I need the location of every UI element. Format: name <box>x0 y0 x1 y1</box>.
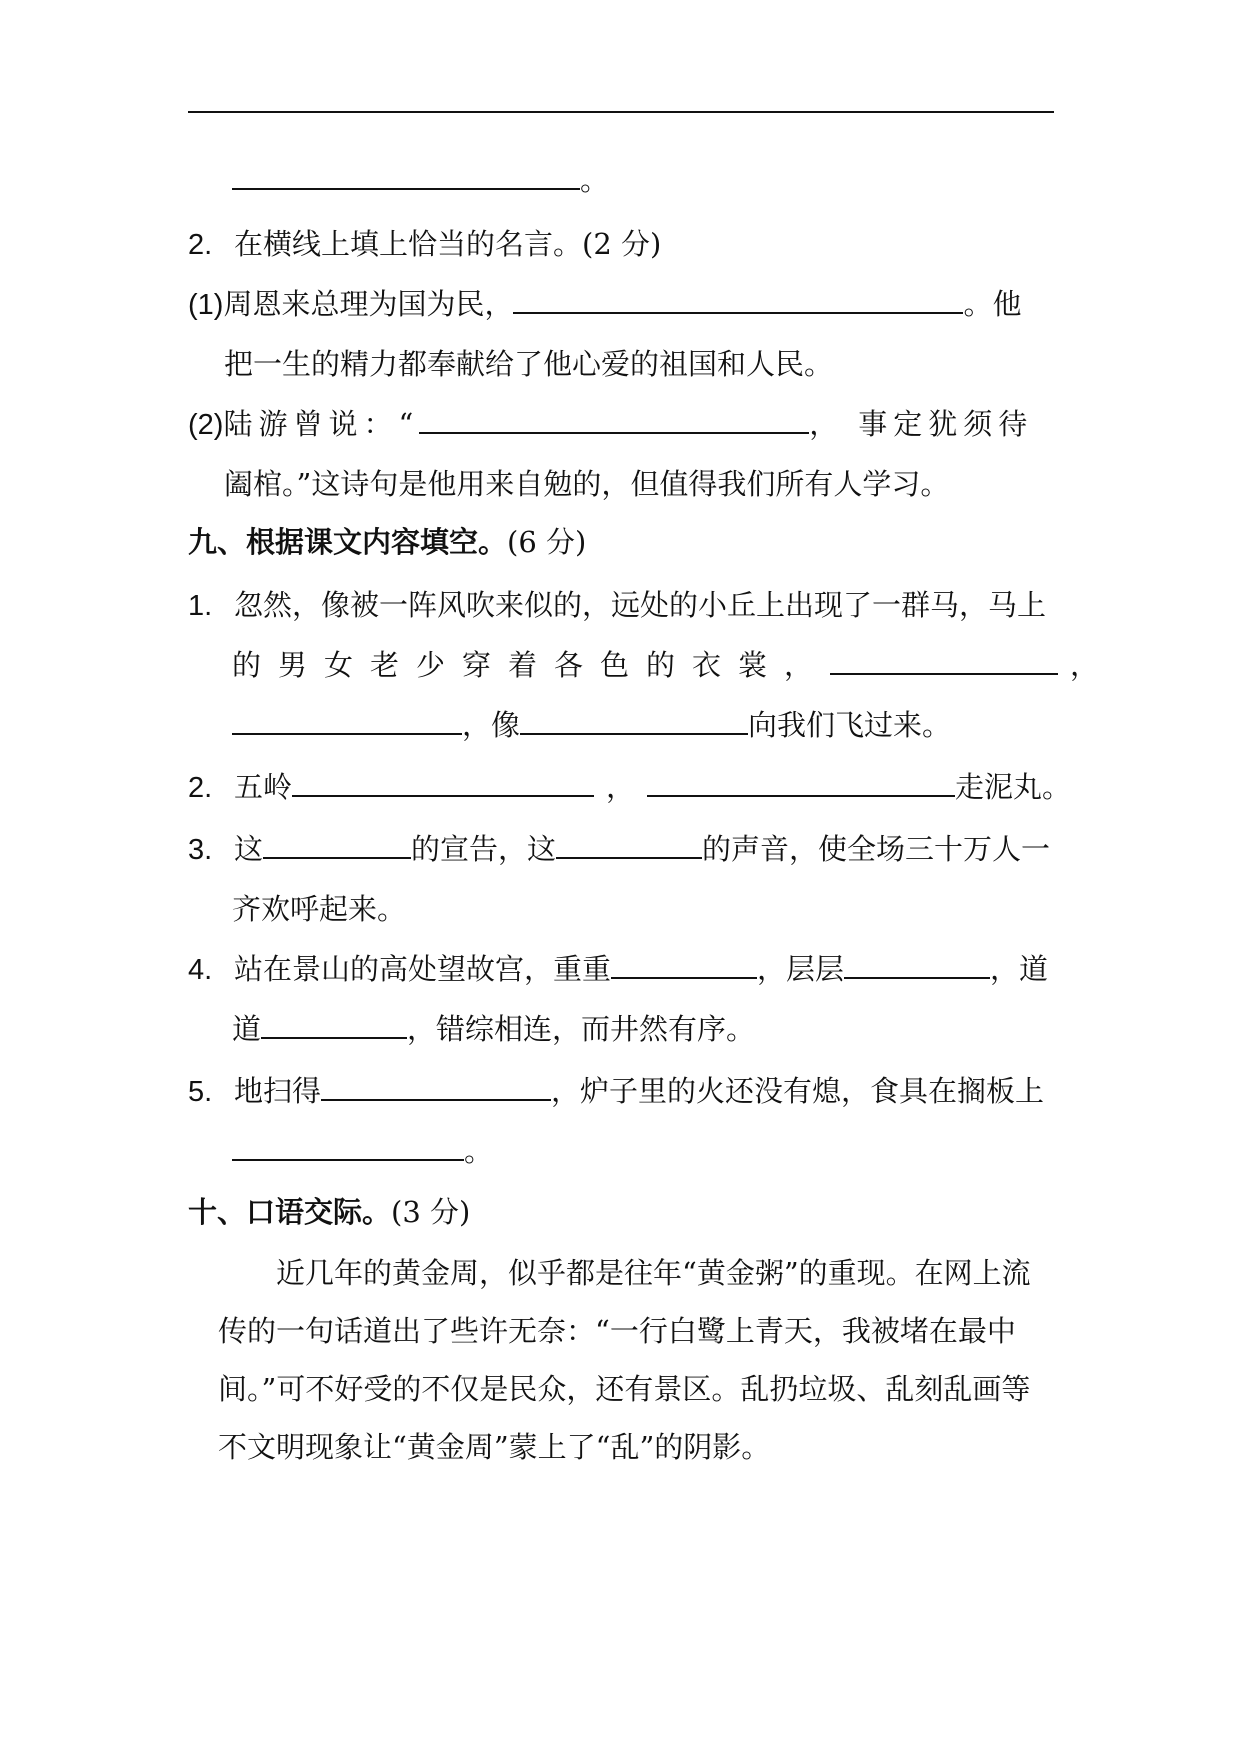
answer-blank[interactable] <box>263 831 411 859</box>
answer-blank[interactable] <box>556 831 702 859</box>
answer-blank[interactable] <box>419 406 809 434</box>
answer-blank[interactable] <box>520 707 748 735</box>
s10-paragraph-line-3: 间。”可不好受的不仅是民众，还有景区。乱扔垃圾、乱刻乱画等 <box>218 1372 1031 1406</box>
s9-question-5: 5. 地扫得 ，炉子里的火还没有熄，食具在搁板上 <box>188 1074 1045 1108</box>
s10-paragraph-line-2: 传的一句话道出了些许无奈：“一行白鹭上青天，我被堵在最中 <box>218 1314 1016 1348</box>
s9-question-5-line2: 。 <box>232 1131 493 1171</box>
q2-item-2-line2: 阖棺。”这诗句是他用来自勉的，但值得我们所有人学习。 <box>224 467 950 501</box>
top-rule <box>188 111 1054 113</box>
s9-question-4-line2: 道 ，错综相连，而井然有序。 <box>232 1012 756 1046</box>
s9-question-3-line2: 齐欢呼起来。 <box>232 892 407 926</box>
s9-question-1: 1. 忽然，像被一阵风吹来似的，远处的小丘上出现了一群马，马上 <box>188 588 1047 622</box>
answer-blank[interactable] <box>261 1011 407 1039</box>
s9-question-2: 2. 五岭 ， 走泥丸。 <box>188 770 1072 804</box>
section-10-heading: 十、口语交际。(3 分) <box>188 1195 471 1229</box>
s9-question-4: 4. 站在景山的高处望故宫，重重 ，层层 ，道 <box>188 952 1049 986</box>
s10-paragraph-line-1: 近几年的黄金周，似乎都是往年“黄金粥”的重现。在网上流 <box>276 1256 1031 1290</box>
s10-paragraph-line-4: 不文明现象让“黄金周”蒙上了“乱”的阴影。 <box>218 1430 771 1464</box>
answer-blank[interactable] <box>232 707 462 735</box>
s9-question-1-line3: ，像 向我们飞过来。 <box>232 705 951 745</box>
s9-question-3: 3. 这 的宣告，这 的声音，使全场三十万人一 <box>188 832 1051 866</box>
q2-item-1-line2: 把一生的精力都奉献给了他心爱的祖国和人民。 <box>224 347 834 381</box>
section-9-heading: 九、根据课文内容填空。(6 分) <box>188 525 587 559</box>
q2-item-1: (1)周恩来总理为国为民， 。他 <box>188 287 1022 321</box>
answer-blank[interactable] <box>647 769 955 797</box>
answer-blank[interactable] <box>232 1133 464 1161</box>
answer-blank[interactable] <box>513 286 963 314</box>
answer-blank[interactable] <box>844 951 990 979</box>
answer-blank[interactable] <box>321 1073 551 1101</box>
q2-item-2: (2)陆游曾说：“ ， 事定犹须待 <box>188 407 1034 441</box>
answer-line-continuation: 。 <box>232 160 609 200</box>
answer-blank[interactable] <box>830 647 1058 675</box>
answer-blank[interactable] <box>232 162 580 190</box>
s9-question-1-line2: 的男女老少穿着各色的衣裳， ， <box>232 648 1100 682</box>
answer-blank[interactable] <box>292 769 594 797</box>
question-2: 2. 在横线上填上恰当的名言。(2 分) <box>188 227 662 261</box>
answer-blank[interactable] <box>611 951 757 979</box>
